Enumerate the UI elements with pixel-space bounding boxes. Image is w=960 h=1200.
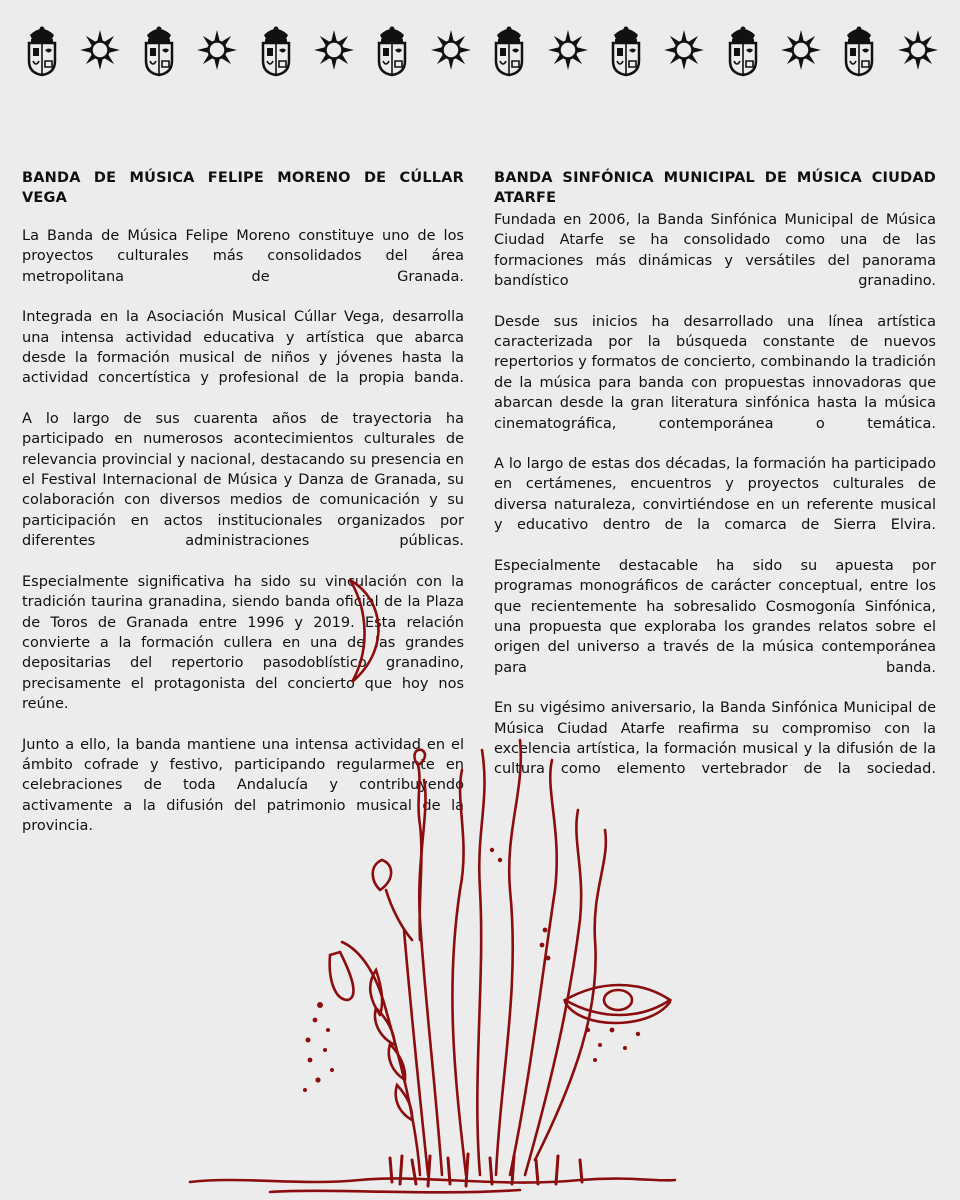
coat-of-arms-icon <box>372 23 412 77</box>
coat-of-arms-icon <box>839 23 879 77</box>
spiked-star-icon <box>664 23 704 77</box>
left-paragraph-1: La Banda de Música Felipe Moreno constituye uno de los proyectos culturales más consolidados del área metropolitana de Granada. <box>22 228 464 285</box>
spiked-star-icon <box>80 23 120 77</box>
coat-of-arms-icon <box>606 23 646 77</box>
coat-of-arms-icon <box>22 23 62 77</box>
left-column <box>22 168 464 857</box>
coat-of-arms-icon <box>256 23 296 77</box>
left-paragraph-4: Especialmente significativa ha sido su vinculación con la tradición taurina granadina, siendo banda oficial de la Plaza de Toros de Granada entre 1996 y 2019. Esta relación convierte a la formación cullera en una de las grandes depositarias del repertorio pasodoblístico granadino, precisamente el protagonista del concierto que hoy nos reúne. <box>22 573 464 713</box>
left-paragraph-3: A lo largo de sus cuarenta años de trayectoria ha participado en numerosos acontecimientos culturales de relevancia provincial y nacional, destacando su presencia en el Festival Internacional de Música y Danza de Granada, su colaboración con diversos medios de comunicación y su participación en actos institucionales organizados por diferentes administraciones públicas. <box>22 410 464 550</box>
emblem-row <box>22 22 938 78</box>
spiked-star-icon <box>197 23 237 77</box>
coat-of-arms-icon <box>139 23 179 77</box>
right-paragraph-4: Especialmente destacable ha sido su apuesta por programas monográficos de carácter conceptual, entre los que recientemente ha sobresalido Cosmogonía Sinfónica, una propuesta que exploraba los grandes relatos sobre el origen del universo a través de la música contemporánea para banda. <box>494 557 936 676</box>
coat-of-arms-icon <box>489 23 529 77</box>
spiked-star-icon <box>898 23 938 77</box>
right-paragraph-1: Fundada en 2006, la Banda Sinfónica Municipal de Música Ciudad Atarfe se ha consolidado como una de las formaciones más dinámicas y versátiles del panorama bandístico granadino. <box>494 212 936 290</box>
right-paragraph-2: Desde sus inicios ha desarrollado una línea artística caracterizada por la búsqueda constante de nuevos repertorios y formatos de concierto, combinando la tradición de la música para banda con propuestas innovadoras que abarcan desde la gran literatura sinfónica hasta la música cinematográfica, contemporánea o temática. <box>494 313 936 432</box>
spiked-star-icon <box>781 23 821 77</box>
spiked-star-icon <box>314 23 354 77</box>
right-title: BANDA SINFÓNICA MUNICIPAL DE MÚSICA CIUDAD ATARFE <box>494 170 936 206</box>
right-paragraph-5: En su vigésimo aniversario, la Banda Sinfónica Municipal de Música Ciudad Atarfe reafirma su compromiso con la excelencia artística, la formación musical y la difusión de la cultura como elemento vertebrador de la sociedad. <box>494 700 936 778</box>
spiked-star-icon <box>548 23 588 77</box>
left-paragraph-2: Integrada en la Asociación Musical Cúllar Vega, desarrolla una intensa actividad educativa y artística que abarca desde la formación musical de niños y jóvenes hasta la actividad concertística y profesional de la propia banda. <box>22 309 464 387</box>
right-column <box>494 168 936 800</box>
left-title: BANDA DE MÚSICA FELIPE MORENO DE CÚLLAR VEGA <box>22 170 464 206</box>
left-paragraph-5: Junto a ello, la banda mantiene una intensa actividad en el ámbito cofrade y festivo, participando regularmente en celebraciones de toda Andalucía y contribuyendo activamente a la difusión del patrimonio musical de la provincia. <box>22 736 464 835</box>
spiked-star-icon <box>431 23 471 77</box>
right-paragraph-3: A lo largo de estas dos décadas, la formación ha participado en certámenes, encuentros y proyectos culturales de diversa naturaleza, convirtiéndose en un referente musical y educativo dentro de la comarca de Sierra Elvira. <box>494 456 936 534</box>
coat-of-arms-icon <box>723 23 763 77</box>
